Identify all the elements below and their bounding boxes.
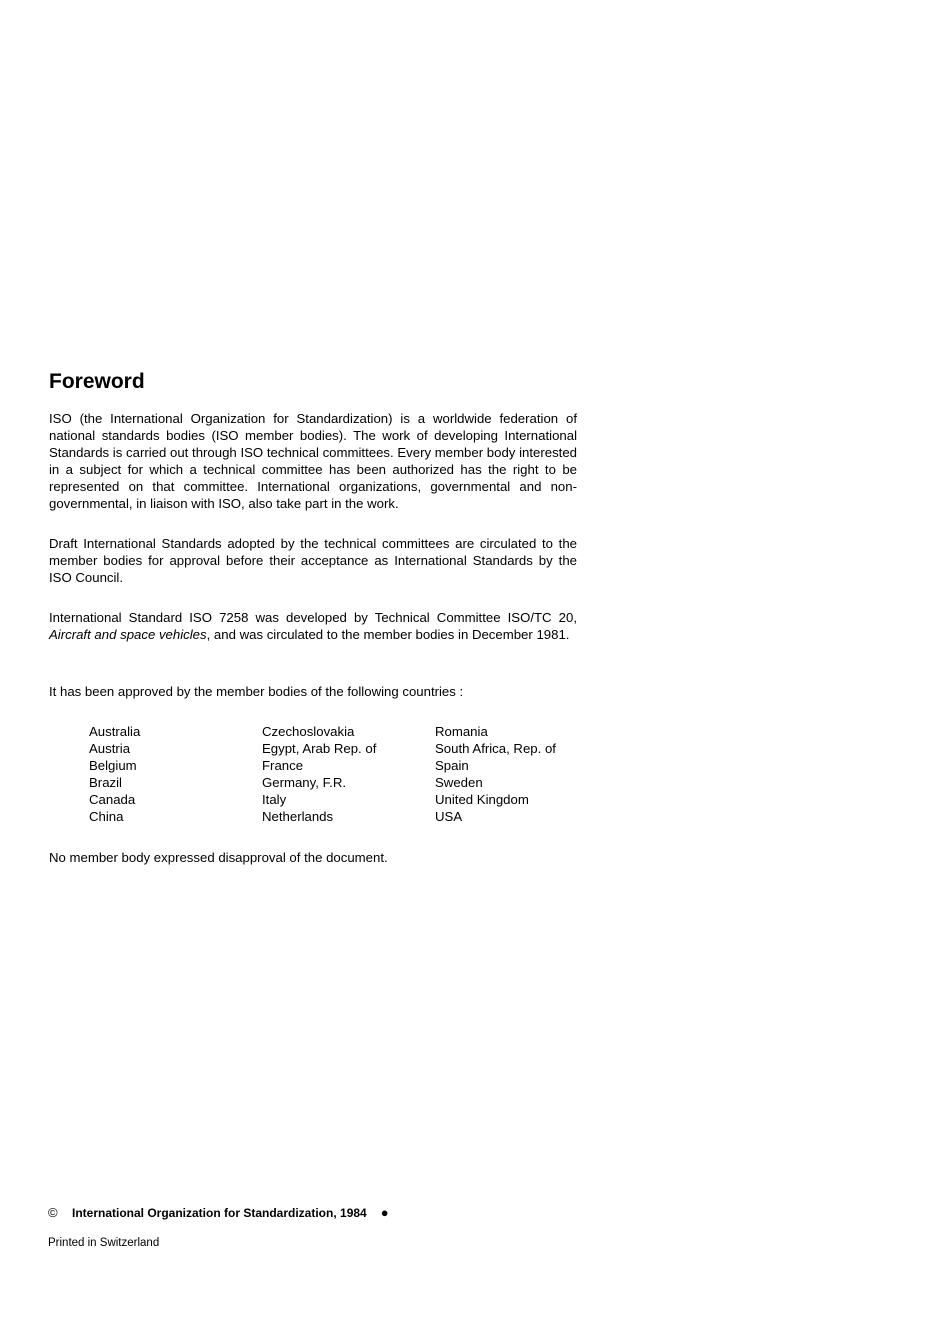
- printed-location: Printed in Switzerland: [48, 1237, 160, 1249]
- country-item: Egypt, Arab Rep. of: [262, 741, 377, 756]
- development-text-end: , and was circulated to the member bodies in December 1981.: [206, 627, 570, 642]
- copyright-text: International Organization for Standardization, 1984: [72, 1206, 367, 1220]
- bullet-icon: ●: [380, 1205, 389, 1220]
- country-column-2: [262, 723, 432, 825]
- country-item: Australia: [89, 724, 141, 739]
- country-column-3: [435, 723, 605, 825]
- country-column-1: [89, 723, 259, 825]
- country-item: United Kingdom: [435, 792, 529, 807]
- foreword-paragraph-approval: It has been approved by the member bodies of the following countries :: [49, 684, 464, 699]
- country-item: Germany, F.R.: [262, 775, 347, 790]
- foreword-paragraph-disapproval: No member body expressed disapproval of the document.: [49, 850, 388, 865]
- country-item: China: [89, 809, 124, 824]
- country-item: Sweden: [435, 775, 483, 790]
- copyright-line: [48, 1205, 389, 1221]
- foreword-paragraph-draft-standards: Draft International Standards adopted by the technical committees are circulated to the member bodies for approval before their acceptance as International Standards by the ISO Council.: [49, 536, 577, 585]
- country-item: Belgium: [89, 758, 137, 773]
- foreword-title: Foreword: [49, 370, 145, 393]
- country-item: Romania: [435, 724, 488, 739]
- country-item: USA: [435, 809, 463, 824]
- country-item: South Africa, Rep. of: [435, 741, 556, 756]
- committee-title: Aircraft and space vehicles: [49, 627, 207, 642]
- country-item: Austria: [89, 741, 131, 756]
- country-item: Brazil: [89, 775, 122, 790]
- development-text-start: International Standard ISO 7258 was developed by Technical Committee ISO/TC 20,: [49, 610, 577, 625]
- country-item: France: [262, 758, 304, 773]
- country-item: Netherlands: [262, 809, 334, 824]
- country-item: Canada: [89, 792, 136, 807]
- copyright-icon: ©: [48, 1205, 58, 1220]
- country-item: Czechoslovakia: [262, 724, 355, 739]
- country-item: Italy: [262, 792, 287, 807]
- foreword-paragraph-development: [49, 609, 577, 643]
- country-item: Spain: [435, 758, 469, 773]
- foreword-paragraph-iso-intro: ISO (the International Organization for Standardization) is a worldwide federation of national standards bodies (ISO member bodies). The work of developing International Standards is carried out through ISO technical committees. Every member body interested in a subject for which a technical committee has been authorized has the right to be represented on that committee. International organizations, governmental and non-governmental, in liaison with ISO, also take part in the work.: [49, 411, 577, 511]
